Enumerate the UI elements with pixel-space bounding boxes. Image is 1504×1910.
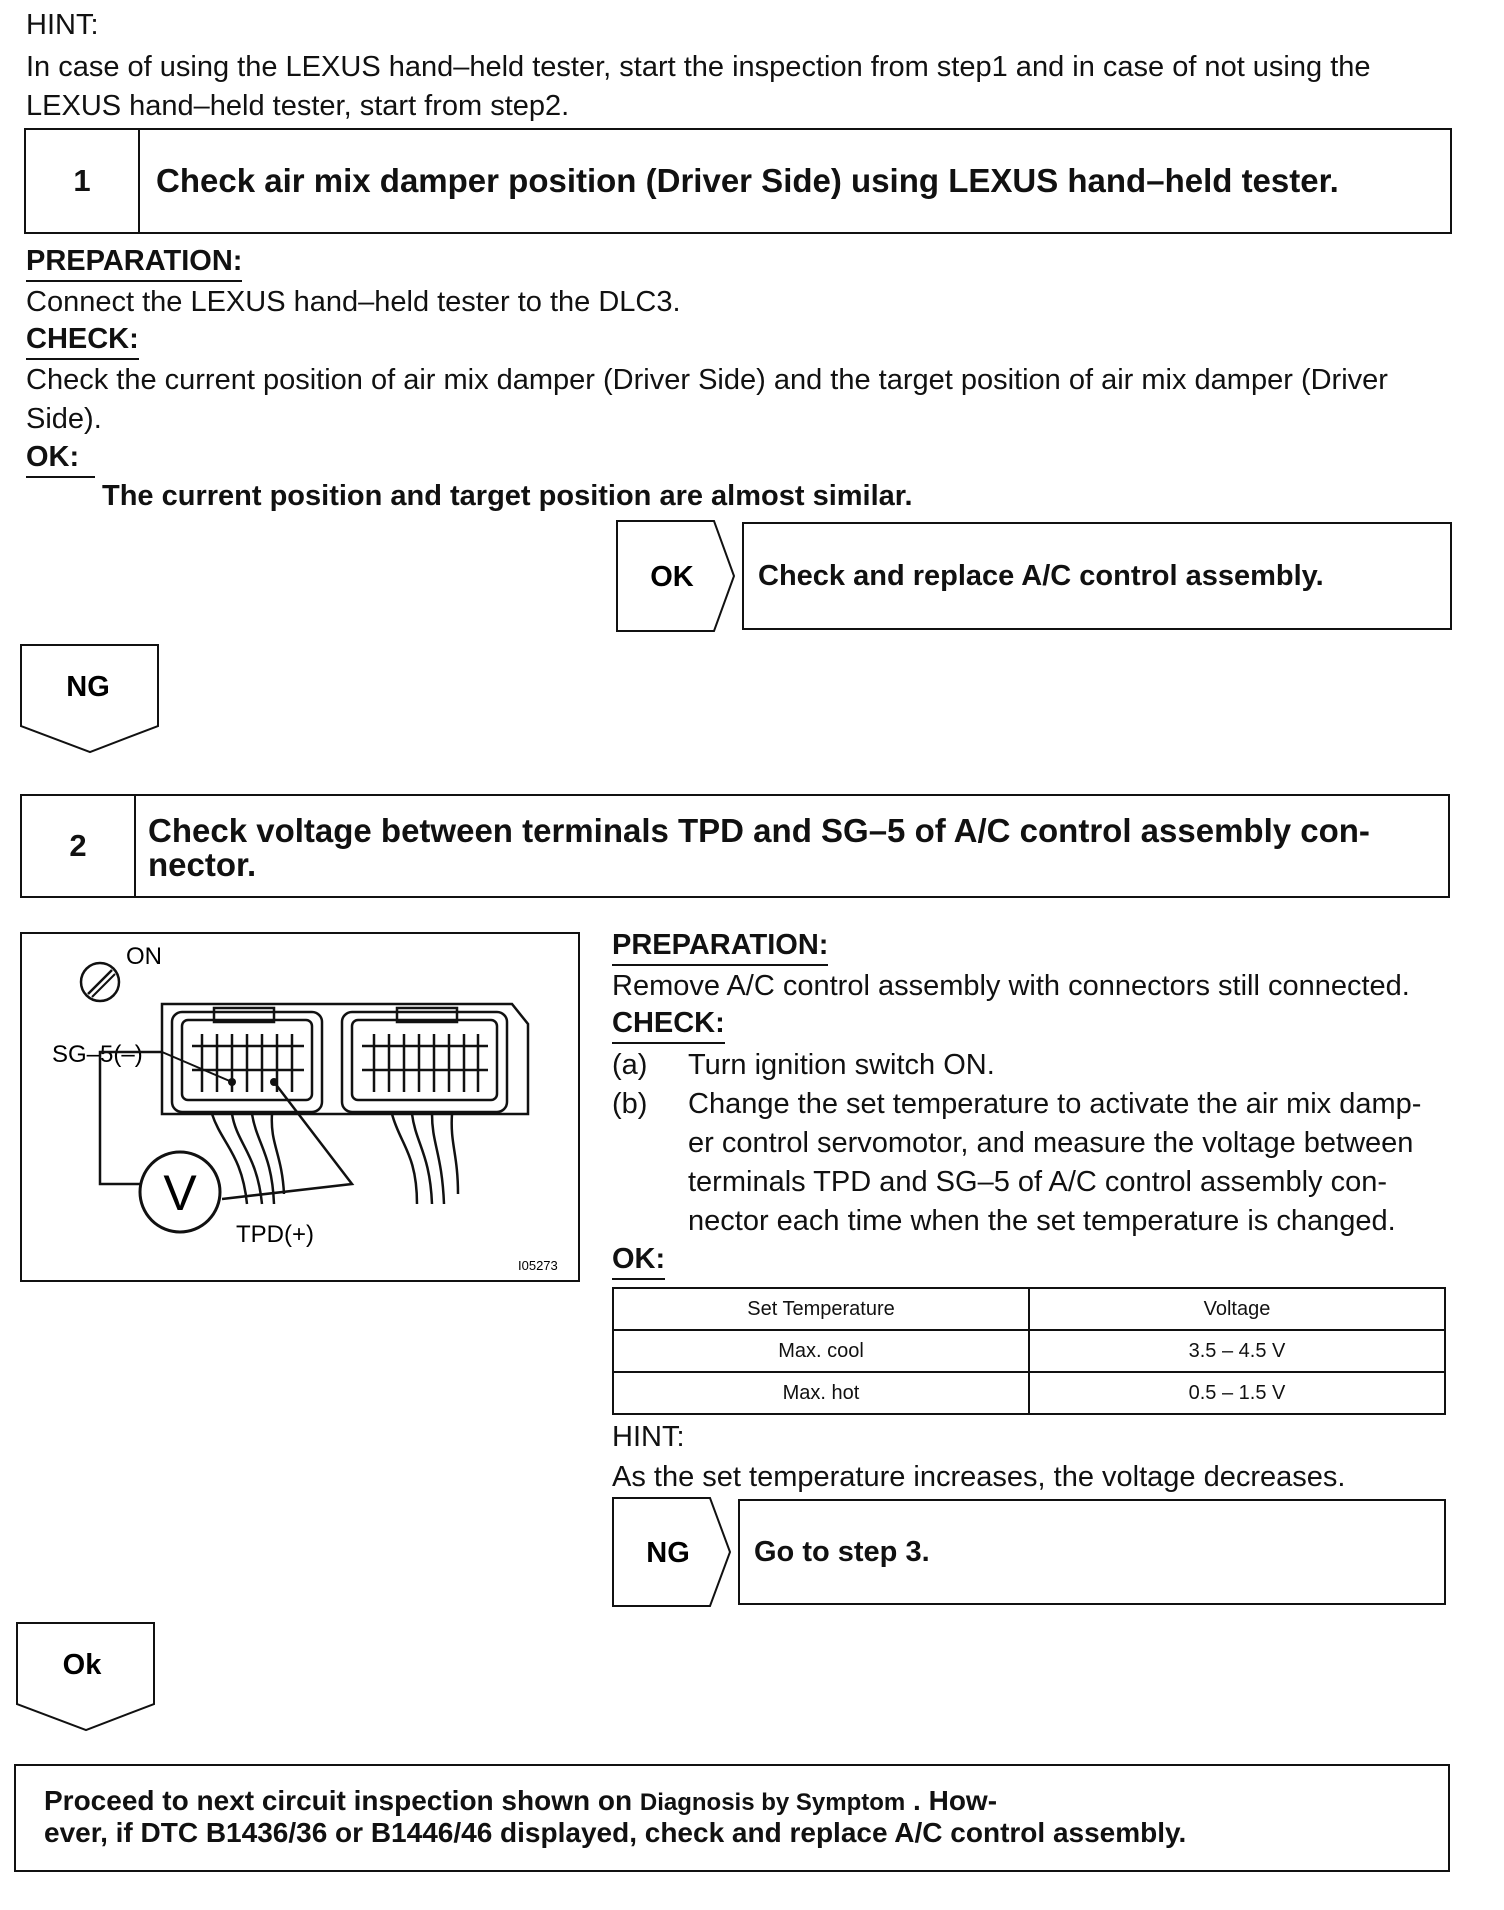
step1-ok-result: Check and replace A/C control assembly. xyxy=(742,522,1452,630)
final-line1-a: Proceed to next circuit inspection shown on xyxy=(44,1785,640,1816)
table-row xyxy=(613,1372,1445,1414)
step2-item-b-line2: er control servomotor, and measure the voltage between xyxy=(688,1127,1414,1159)
step1-ok-arrow-label: OK xyxy=(650,561,694,593)
step2-ng-result: Go to step 3. xyxy=(738,1499,1446,1605)
table-row xyxy=(613,1330,1445,1372)
step1-box xyxy=(24,128,1452,234)
connector-figure xyxy=(20,932,580,1282)
step1-preparation-text: Connect the LEXUS hand–held tester to the DLC3. xyxy=(26,286,681,318)
step2-item-b-line1: Change the set temperature to activate the air mix damp- xyxy=(688,1088,1422,1120)
step1-ok-text: The current position and target position are almost similar. xyxy=(102,480,913,512)
step2-item-b-line4: nector each time when the set temperature is changed. xyxy=(688,1205,1396,1237)
step2-item-a-text: Turn ignition switch ON. xyxy=(688,1049,995,1081)
step2-hint-label: HINT: xyxy=(612,1421,685,1453)
step2-ng-arrow-label: NG xyxy=(646,1537,690,1569)
final-instruction-box xyxy=(14,1764,1450,1872)
table-cell: Max. cool xyxy=(613,1330,1029,1372)
step2-ok-arrow-label: Ok xyxy=(62,1649,102,1681)
sg5-label: SG–5(–) xyxy=(52,1041,143,1068)
ignition-switch-icon xyxy=(81,963,119,1001)
step2-ok-arrow xyxy=(16,1622,156,1732)
step1-ng-arrow xyxy=(20,644,160,754)
step2-preparation-label: PREPARATION: xyxy=(612,928,828,966)
hint-text-line2: LEXUS hand–held tester, start from step2. xyxy=(26,90,570,122)
step2-ok-label: OK: xyxy=(612,1242,665,1280)
voltmeter-label: V xyxy=(163,1165,197,1221)
step2-item-a-marker: (a) xyxy=(612,1049,648,1081)
step2-item-b-line3: terminals TPD and SG–5 of A/C control assembly con- xyxy=(688,1166,1387,1198)
diagnosis-by-symptom-link[interactable]: Diagnosis by Symptom xyxy=(639,1789,906,1816)
step1-ng-arrow-label: NG xyxy=(66,671,110,703)
step1-check-label: CHECK: xyxy=(26,322,139,360)
step2-box xyxy=(20,794,1450,898)
tpd-label: TPD(+) xyxy=(236,1221,314,1248)
table-cell: 0.5 – 1.5 V xyxy=(1029,1372,1445,1414)
table-header-cell: Voltage xyxy=(1029,1288,1445,1330)
table-cell: 3.5 – 4.5 V xyxy=(1029,1330,1445,1372)
step1-ok-label: OK: xyxy=(26,440,95,478)
table-header-row xyxy=(613,1288,1445,1330)
final-line2: ever, if DTC B1436/36 or B1446/46 displayed, check and replace A/C control assembly. xyxy=(44,1817,1187,1848)
connector-diagram xyxy=(22,934,578,1280)
step1-check-line2: Side). xyxy=(26,403,102,435)
figure-id: I05273 xyxy=(518,1258,558,1273)
step1-check-line1: Check the current position of air mix damper (Driver Side) and the target position of air mix damper (Driver xyxy=(26,364,1388,396)
hint-text-line1: In case of using the LEXUS hand–held tester, start the inspection from step1 and in case of not using the xyxy=(26,51,1371,83)
step1-ok-arrow xyxy=(616,520,738,632)
on-label: ON xyxy=(126,943,162,970)
step2-item-b-marker: (b) xyxy=(612,1088,648,1120)
step2-check-label: CHECK: xyxy=(612,1006,725,1044)
step2-preparation-text: Remove A/C control assembly with connectors still connected. xyxy=(612,970,1410,1002)
step2-ng-arrow xyxy=(612,1497,734,1607)
table-cell: Max. hot xyxy=(613,1372,1029,1414)
step1-title: Check air mix damper position (Driver Side) using LEXUS hand–held tester. xyxy=(156,162,1339,199)
voltage-spec-table xyxy=(612,1287,1446,1415)
step2-title-line1: Check voltage between terminals TPD and SG–5 of A/C control assembly con- xyxy=(148,812,1370,849)
step2-title-line2: nector. xyxy=(148,846,257,883)
hint-label: HINT: xyxy=(26,9,99,41)
step2-number: 2 xyxy=(22,796,136,896)
final-line1-b: . How- xyxy=(905,1785,998,1816)
step1-number: 1 xyxy=(26,130,140,232)
final-line1 xyxy=(44,1786,1448,1818)
step2-hint-text: As the set temperature increases, the voltage decreases. xyxy=(612,1461,1346,1493)
table-header-cell: Set Temperature xyxy=(613,1288,1029,1330)
step1-preparation-label: PREPARATION: xyxy=(26,244,242,282)
